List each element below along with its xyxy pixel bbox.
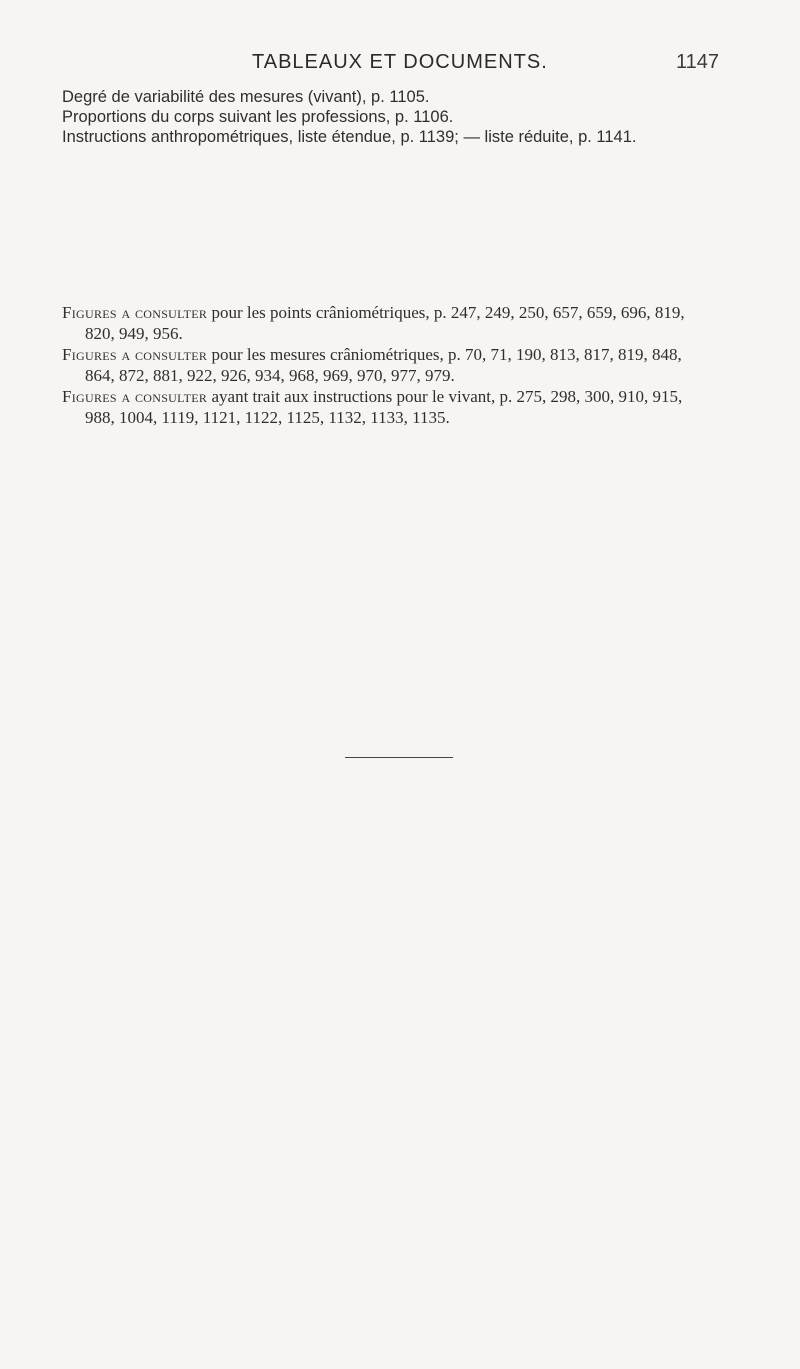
figures-entry-lead: Figures a consulter bbox=[62, 303, 208, 322]
figures-entry-text: pour les points crâniométriques, p. 247, 249, 250, 657, 659, 696, 819, bbox=[207, 303, 685, 322]
index-entry: Proportions du corps suivant les professions, p. 1106. bbox=[62, 108, 454, 126]
page-number: 1147 bbox=[676, 51, 720, 73]
figures-entry-line bbox=[62, 302, 752, 323]
running-head bbox=[0, 51, 800, 81]
figures-entry bbox=[62, 386, 752, 428]
figures-entry-continuation: 820, 949, 956. bbox=[85, 324, 183, 343]
figures-entry-lead: Figures a consulter bbox=[62, 345, 208, 364]
end-rule bbox=[345, 757, 453, 758]
figures-entry-text: ayant trait aux instructions pour le vivant, p. 275, 298, 300, 910, 915, bbox=[207, 387, 683, 406]
figures-entry-line bbox=[62, 386, 752, 407]
figures-entry-continuation: 864, 872, 881, 922, 926, 934, 968, 969, 970, 977, 979. bbox=[85, 366, 455, 385]
index-entry: Degré de variabilité des mesures (vivant), p. 1105. bbox=[62, 88, 430, 106]
index-entries-top bbox=[62, 87, 752, 147]
figures-entry-text: pour les mesures crâniométriques, p. 70, 71, 190, 813, 817, 819, 848, bbox=[207, 345, 682, 364]
figures-entry-continuation: 988, 1004, 1119, 1121, 1122, 1125, 1132, 1133, 1135. bbox=[85, 408, 450, 427]
figures-entry-line bbox=[62, 344, 752, 365]
figures-entry bbox=[62, 344, 752, 386]
figures-entry bbox=[62, 302, 752, 344]
figures-entry-lead: Figures a consulter bbox=[62, 387, 208, 406]
figures-section bbox=[62, 302, 752, 428]
running-title: TABLEAUX ET DOCUMENTS. bbox=[252, 51, 548, 73]
index-entry: Instructions anthropométriques, liste étendue, p. 1139; — liste réduite, p. 1141. bbox=[62, 128, 637, 146]
